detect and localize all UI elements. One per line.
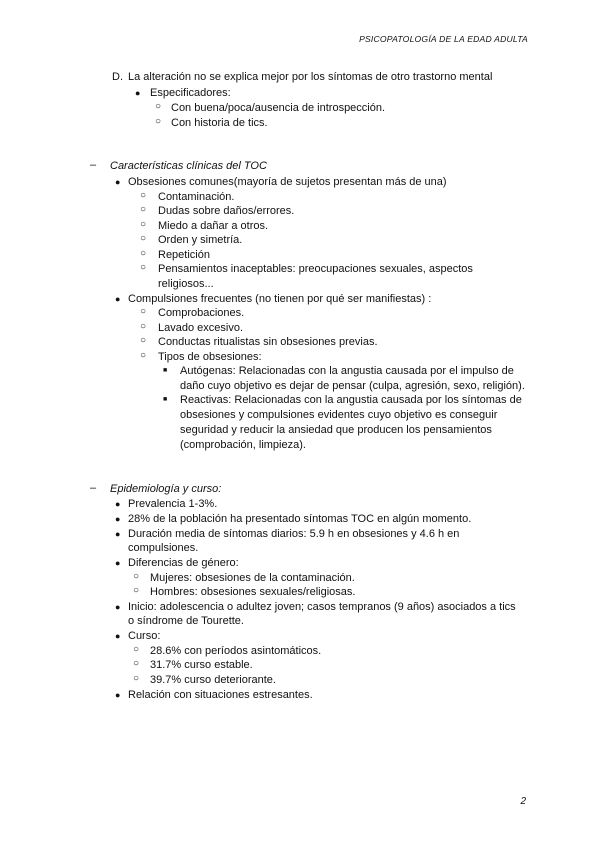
obsession-type-line: (comprobación, limpieza). (180, 439, 306, 451)
bullet-dot-icon: ● (115, 177, 121, 187)
gender-item: Mujeres: obsesiones de la contaminación. (150, 572, 355, 584)
bullet-dot-icon: ● (135, 88, 141, 98)
bullet-circle-icon: ○ (140, 350, 147, 361)
bullet-dot-icon: ● (115, 294, 121, 304)
compulsion-item: Comprobaciones. (158, 307, 245, 319)
bullet-circle-icon: ○ (133, 658, 140, 669)
bullet-circle-icon: ○ (140, 321, 147, 332)
course-item: 28.6% con períodos asintomáticos. (150, 645, 322, 657)
onset-item: Inicio: adolescencia o adultez joven; casos tempranos (9 años) asociados a tics (128, 601, 516, 613)
bullet-dot-icon: ● (115, 499, 121, 509)
bullet-circle-icon: ○ (140, 219, 147, 230)
compulsions-label: Compulsiones frecuentes (no tienen por qué ser manifiestas) : (128, 293, 432, 305)
stress-item: Relación con situaciones estresantes. (128, 689, 313, 701)
bullet-circle-icon: ○ (140, 190, 147, 201)
bullet-circle-icon: ○ (133, 644, 140, 655)
obsession-type-line: obsesiones y compulsiones evidentes cuyo objetivo es conseguir (180, 409, 498, 421)
bullet-circle-icon: ○ (133, 673, 140, 684)
bullet-dot-icon: ● (115, 514, 121, 524)
item-d-text: La alteración no se explica mejor por los síntomas de otro trastorno mental (128, 71, 493, 83)
compulsion-item: Conductas ritualistas sin obsesiones previas. (158, 336, 378, 348)
specifiers-label: Especificadores: (150, 87, 231, 99)
course-item: 31.7% curso estable. (150, 659, 253, 671)
bullet-circle-icon: ○ (133, 585, 140, 596)
bullet-circle-icon: ○ (155, 116, 162, 127)
obsession-item: Contaminación. (158, 191, 235, 203)
bullet-square-icon: ■ (163, 396, 168, 403)
compulsion-item: Tipos de obsesiones: (158, 351, 262, 363)
bullet-circle-icon: ○ (140, 262, 147, 273)
section-title-clinical: Características clínicas del TOC (110, 160, 267, 172)
gender-item: Hombres: obsesiones sexuales/religiosas. (150, 586, 356, 598)
obsession-item: Pensamientos inaceptables: preocupaciones sexuales, aspectos (158, 263, 473, 275)
population-item: 28% de la población ha presentado síntomas TOC en algún momento. (128, 513, 472, 525)
compulsion-item: Lavado excesivo. (158, 322, 243, 334)
running-header: PSICOPATOLOGÍA DE LA EDAD ADULTA (359, 34, 528, 44)
onset-item-continued: o síndrome de Tourette. (128, 615, 244, 627)
obsession-type-line: daño cuyo objetivo es dejar de pensar (culpa, agresión, sexo, religión). (180, 380, 525, 392)
obsession-item: Repetición (158, 249, 210, 261)
course-item: 39.7% curso deteriorante. (150, 674, 276, 686)
page-number: 2 (520, 796, 526, 807)
bullet-dot-icon: ● (115, 690, 121, 700)
obsession-type-line: seguridad y reducir la ansiedad que producen los pensamientos (180, 424, 492, 436)
bullet-circle-icon: ○ (140, 204, 147, 215)
bullet-circle-icon: ○ (155, 101, 162, 112)
specifier-item: Con historia de tics. (171, 117, 268, 129)
duration-item: Duración media de síntomas diarios: 5.9 h en obsesiones y 4.6 h en (128, 528, 460, 540)
prevalence-item: Prevalencia 1-3%. (128, 498, 218, 510)
item-d-marker: D. (112, 71, 123, 83)
obsession-item: Orden y simetría. (158, 234, 243, 246)
section-title-epidemiology: Epidemiología y curso: (110, 483, 222, 495)
bullet-circle-icon: ○ (140, 233, 147, 244)
obsession-item: Dudas sobre daños/errores. (158, 205, 295, 217)
duration-item-continued: compulsiones. (128, 542, 199, 554)
bullet-circle-icon: ○ (133, 571, 140, 582)
bullet-dot-icon: ● (115, 529, 121, 539)
bullet-square-icon: ■ (163, 367, 168, 374)
specifier-item: Con buena/poca/ausencia de introspección. (171, 102, 386, 114)
course-label: Curso: (128, 630, 161, 642)
obsession-type-line: Reactivas: Relacionadas con la angustia causada por los síntomas de (180, 394, 522, 406)
bullet-dot-icon: ● (115, 631, 121, 641)
obsession-type-line: Autógenas: Relacionadas con la angustia causada por el impulso de (180, 365, 514, 377)
obsessions-label: Obsesiones comunes(mayoría de sujetos presentan más de una) (128, 176, 447, 188)
obsession-item-continued: religiosos... (158, 278, 214, 290)
bullet-dot-icon: ● (115, 558, 121, 568)
bullet-dot-icon: ● (115, 602, 121, 612)
obsession-item: Miedo a dañar a otros. (158, 220, 269, 232)
bullet-circle-icon: ○ (140, 306, 147, 317)
bullet-circle-icon: ○ (140, 335, 147, 346)
dash-bullet-icon: – (90, 482, 97, 494)
dash-bullet-icon: – (90, 159, 97, 171)
bullet-circle-icon: ○ (140, 248, 147, 259)
gender-label: Diferencias de género: (128, 557, 239, 569)
